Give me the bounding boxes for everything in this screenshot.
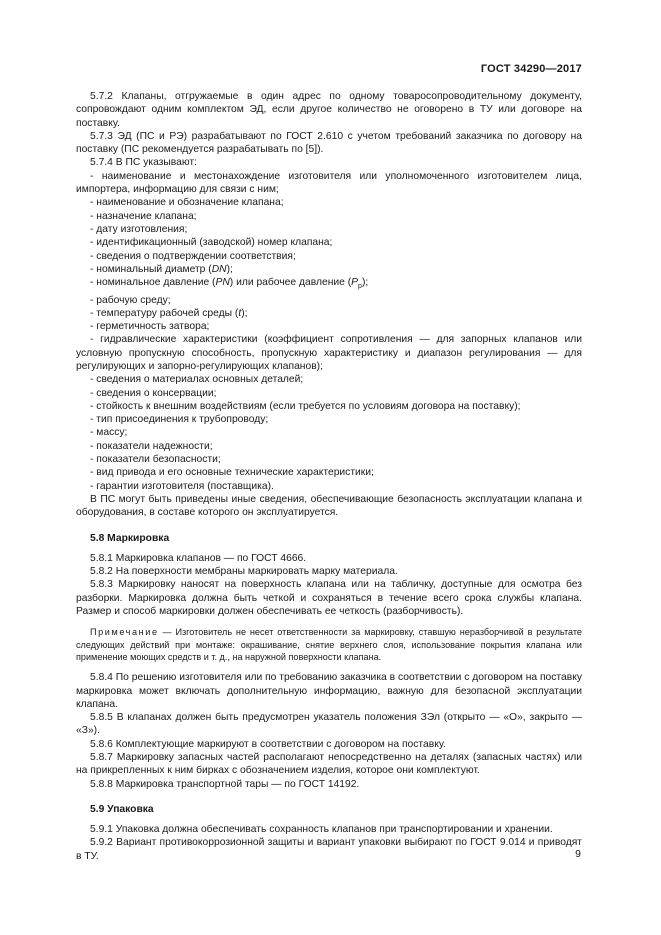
list-item: - номинальное давление (PN) или рабочее давление $(P_р)$; [90,277,369,291]
list-item: - номинальный диаметр (DN); [90,263,233,275]
list-item: - температуру рабочей среды (t); [90,307,248,319]
paragraph-5-7-3: 5.7.3 ЭД (ПС и РЭ) разрабатывают по ГОСТ 2.610 с учетом требований заказчика по договору на поставку (ПС рекомендуется разрабатывать по [5]). [76,130,582,156]
paragraph-5-8-6: 5.8.6 Комплектующие маркируют в соответствии с договором на поставку. [90,738,446,750]
paragraph-5-8-4: 5.8.4 По решению изготовителя или по требованию заказчика в соответствии с договором на поставку маркировка может включать дополнительную информацию, важную для безопасной эксплуатации клапана. [76,672,582,710]
list-item: - сведения о консервации; [90,387,217,399]
paragraph-5-8-8: 5.8.8 Маркировка транспортной тары — по ГОСТ 14192. [90,778,360,790]
paragraph-5-8-2: 5.8.2 На поверхности мембраны маркировать марку материала. [90,566,398,578]
paragraph-5-8-3: 5.8.3 Маркировку наносят на поверхность клапана или на табличку, доступные для осмотра без разборки. Маркировка должна быть четкой и сохраняться в течение всего срока службы клапана. Размер и способ маркировки должен обеспечивать ее четкость (разборчивость). [76,579,582,618]
page-number: 9 [575,848,581,860]
paragraph-5-8-7: 5.8.7 Маркировку запасных частей располагают непосредственно на деталях (запасных частях) или на прикрепленных к ним бирках с обозначением изделия, которое они комплектуют. [76,752,582,777]
list-item: - идентификационный (заводской) номер клапана; [90,237,333,249]
list-item: - вид привода и его основные технические характеристики; [90,467,374,479]
list-item: - герметичность затвора; [90,321,210,333]
paragraph-5-7-4-end: В ПС могут быть приведены иные сведения, обеспечивающие безопасность эксплуатации клапана и оборудования, в составе которого он эксплуатируется. [76,493,582,519]
paragraph-5-7-2: 5.7.2 Клапаны, отгружаемые в один адрес по одному товаросопроводительному документу, сопровождают одним комплектом ЭД, если другое количество не оговорено в ТУ или договоре на поставку. [76,91,582,129]
list-item: - сведения о подтверждении соответствия; [90,250,296,262]
paragraph-5-9-1: 5.9.1 Упаковка должна обеспечивать сохранность клапанов при транспортировании и хранении. [90,824,553,836]
note-text: — Изготовитель не несет ответственности за маркировку, ставшую неразборчивой в результате следующих действий при монтаже: окрашивание, снятие верхнего слоя, использование покрытия клапана или применение моющих средств и т. д., на наружной поверхности клапана. [76,627,582,662]
list-item: - рабочую среду; [90,294,171,306]
paragraph-5-8-5: 5.8.5 В клапанах должен быть предусмотрен указатель положения ЗЭл (открыто — «О», закрыто — «З»). [76,712,582,737]
document-code-header: ГОСТ 34290—2017 [480,63,582,75]
paragraph-5-8-1: 5.8.1 Маркировка клапанов — по ГОСТ 4666. [90,552,307,564]
document-body [76,90,582,863]
list-item: - массу; [90,427,128,439]
note-block [76,626,582,663]
list-item: - сведения о материалах основных деталей; [90,374,304,386]
list-item: - показатели надежности; [90,440,213,452]
list-item: - стойкость к внешним воздействиям (если требуется по условиям договора на поставку); [90,400,521,412]
list-item: - гарантии изготовителя (поставщика). [90,480,274,492]
list-item: - дату изготовления; [90,223,188,235]
paragraph-5-9-2: 5.9.2 Вариант противокоррозионной защиты и вариант упаковки выбирают по ГОСТ 9.014 и приводят в ТУ. [76,837,582,862]
note-label: Примечание [90,627,159,638]
list-item: - тип присоединения к трубопроводу; [90,414,269,426]
list-item: - назначение клапана; [90,210,197,222]
list-item: - показатели безопасности; [90,454,221,466]
list-item: - гидравлические характеристики (коэффициент сопротивления — для запорных клапанов или условную пропускную способность, пропускную характеристику и диапазон регулирования — для регулирующих и запорно-регулирующих клапанов); [76,334,582,372]
list-item: - наименование и обозначение клапана; [90,197,284,209]
paragraph-5-7-4: 5.7.4 В ПС указывают: [90,157,197,169]
section-heading-5-9: 5.9 Упаковка [90,803,154,815]
section-heading-5-8: 5.8 Маркировка [90,532,170,544]
list-item: - наименование и местонахождение изготовителя или уполномоченного изготовителем лица, импортера, информацию для связи с ним; [76,170,582,196]
